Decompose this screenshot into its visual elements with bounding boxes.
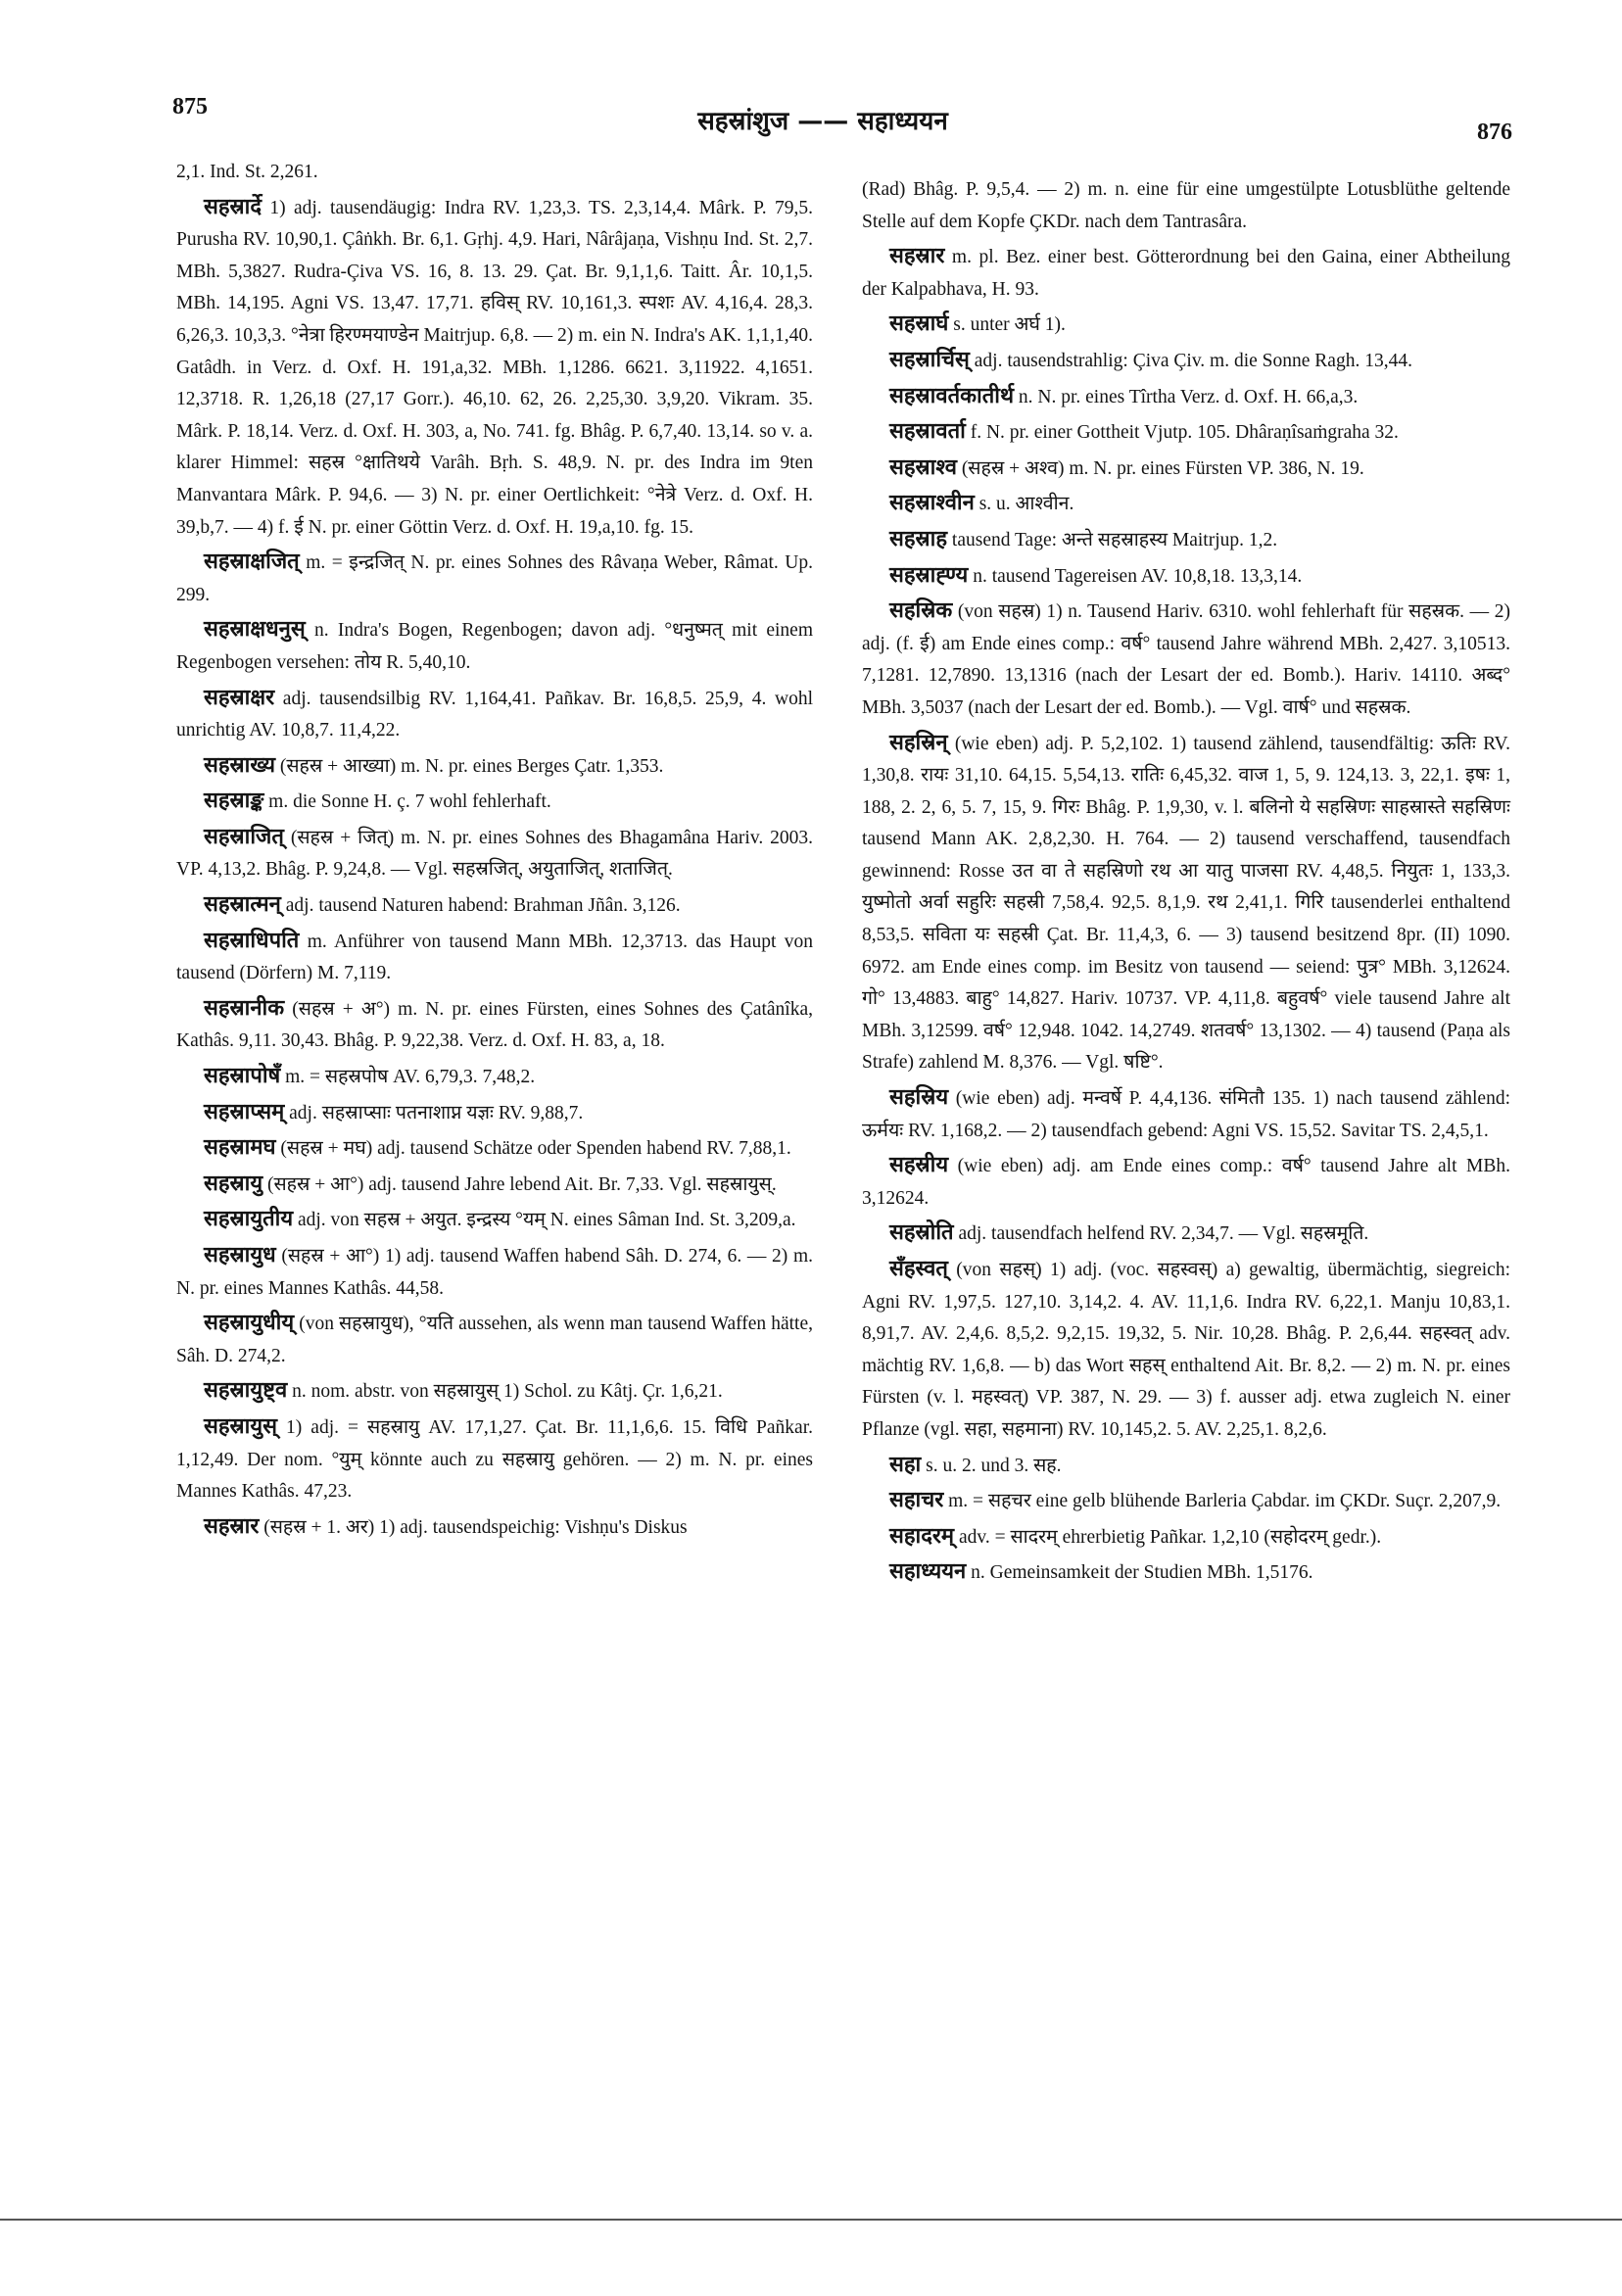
entry-headword: सहस्रायुधीय् <box>204 1311 295 1336</box>
entry-headword: सहस्राह्ण्य <box>889 562 969 588</box>
entry-headword: सहस्राक्षधनुस् <box>204 617 306 643</box>
dictionary-entry <box>176 1240 813 1305</box>
entry-headword: सहाचर <box>889 1488 944 1513</box>
entry-text: n. N. pr. eines Tîrtha Verz. d. Oxf. H. 66,a,3. <box>1018 386 1359 407</box>
entry-text: (wie eben) adj. मन्वर्षे P. 4,4,136. संमितौ 135. 1) nach tausend zählend: ऊर्मयः RV. 1,168,2. — 2) tausendfach gebend: Agni VS. 15,52. Savitar TS. 2,4,5,1. <box>862 1088 1510 1141</box>
entry-text: adj. von सहस्र + अयुत. इन्द्रस्य °यम् N. eines Sâman Ind. St. 3,209,a. <box>297 1210 796 1231</box>
dictionary-entry <box>862 453 1510 486</box>
entry-headword: सहस्रीय <box>889 1153 949 1178</box>
entry-headword: सहस्रावर्तकातीर्थ <box>889 383 1015 408</box>
entry-headword: सहस्रार <box>204 1513 260 1539</box>
dictionary-entry <box>176 822 813 886</box>
entry-headword: सहस्राक्षजित् <box>204 550 300 575</box>
page-number-right: 876 <box>1477 120 1512 145</box>
dictionary-entry <box>176 1308 813 1372</box>
dictionary-entry <box>176 750 813 784</box>
dictionary-entry <box>176 786 813 819</box>
entry-text: 2,1. Ind. St. 2,261. <box>176 162 318 182</box>
entry-text: n. tausend Tagereisen AV. 10,8,18. 13,3,14. <box>973 565 1303 587</box>
entry-headword: सहस्राख्य <box>204 752 275 778</box>
entry-text: (von सहस्रायुध), °यति aussehen, als wenn man tausend Waffen hätte, Sâh. D. 274,2. <box>176 1314 814 1366</box>
entry-text: n. Indra's Bogen, Regenbogen; davon adj. °धनुष्मत् mit einem Regenbogen versehen: तोय R. 5,40,10. <box>176 620 813 673</box>
entry-headword: सहस्रोति <box>889 1220 954 1246</box>
entry-text: adj. tausendsilbig RV. 1,164,41. Pañkav. Br. 16,8,5. 25,9, 4. wohl unrichtig AV. 10,8,7. 11,4,22. <box>176 688 813 741</box>
page-number-left: 875 <box>172 94 208 120</box>
entry-text: m. pl. Bez. einer best. Götterordnung bei den Gaina, einer Abtheilung der Kalpabhava, H. 93. <box>862 247 1510 300</box>
entry-headword: सहस्राजित् <box>204 824 284 849</box>
entry-text: (सहस्र + मघ) adj. tausend Schätze oder Spenden habend RV. 7,88,1. <box>280 1138 791 1160</box>
entry-headword: सहस्रायु <box>204 1171 263 1196</box>
dictionary-entry <box>176 1097 813 1130</box>
entry-text: (सहस्र + आख्या) m. N. pr. eines Berges Çatr. 1,353. <box>279 755 664 777</box>
dictionary-entry <box>176 1375 813 1409</box>
dictionary-entry <box>176 889 813 923</box>
entry-text: s. u. आश्वीन. <box>978 494 1074 515</box>
entry-text: m. = इन्द्रजित् N. pr. eines Sohnes des Râvaṇa Weber, Râmat. Up. 299. <box>176 552 813 605</box>
entry-text: adv. = सादरम् ehrerbietig Pañkar. 1,2,10 (सहोदरम् gedr.). <box>958 1526 1382 1548</box>
right-column <box>862 174 1510 1593</box>
entry-text: tausend Tage: अन्ते सहस्राहस्य Maitrjup. 1,2. <box>951 529 1278 550</box>
entry-headword: सहस्रार्दे <box>204 194 262 219</box>
entry-headword: सँहस्वत् <box>889 1257 948 1281</box>
dictionary-entry <box>176 192 813 545</box>
entry-headword: सहस्रिन् <box>889 730 948 755</box>
entry-text: m. Anführer von tausend Mann MBh. 12,3713. das Haupt von tausend (Dörfern) M. 7,119. <box>176 931 813 984</box>
dictionary-entry <box>862 1485 1510 1518</box>
entry-text: (wie eben) adj. am Ende eines comp.: वर्ष° tausend Jahre alt MBh. 3,12624. <box>862 1156 1511 1209</box>
entry-text: s. u. 2. und 3. सह. <box>926 1455 1062 1476</box>
dictionary-entry <box>176 1061 813 1094</box>
dictionary-entry <box>862 1254 1510 1447</box>
entry-text: adj. tausend Naturen habend: Brahman Jñân. 3,126. <box>285 895 681 917</box>
entry-headword: सहस्रिक <box>889 598 953 624</box>
dictionary-entry <box>176 614 813 679</box>
dictionary-entry <box>862 560 1510 594</box>
dictionary-entry <box>862 241 1510 306</box>
entry-text: (सहस्र + आ°) adj. tausend Jahre lebend Ait. Br. 7,33. Vgl. सहस्रायुस्. <box>266 1173 777 1195</box>
entry-text: m. die Sonne H. ç. 7 wohl fehlerhaft. <box>268 791 551 813</box>
entry-headword: सहस्रायुष्ट्व <box>204 1378 288 1404</box>
entry-text: 1) adj. tausendäugig: Indra RV. 1,23,3. TS. 2,3,14,4. Mârk. P. 79,5. Purusha RV. 10,90,1. Çâṅkh. Br. 6,1. Gṛhj. 4,9. Hari, Nârâjaṇa, Vishṇu Ind. St. 2,7. MBh. 5,3827. Rudra-Çiva VS. 16, 8. 13. 29. Çat. Br. 9,1,1,6. Taitt. Âr. 10,1,5. MBh. 14,195. Agni VS. 13,47. 17,71. हविस् RV. 10,161,3. स्पशः AV. 4,16,4. 28,3. 6,26,3. 10,3,3. °नेत्रा हिरण्मयाण्डेन Maitrjup. 6,8. — 2) m. ein N. Indra's AK. 1,1,1,40. Gatâdh. in Verz. d. Oxf. H. 191,a,32. MBh. 1,1286. 6621. 3,11922. 4,1651. 12,3718. R. 1,26,18 (27,17 Gorr.). 46,10. 62, 26. 2,25,30. 3,9,20. Vikram. 35. Mârk. P. 18,14. Verz. d. Oxf. H. 303, a, No. 741. fg. Bhâg. P. 6,7,40. 13,14. so v. a. klarer Himmel: सहस्र °क्षातिथये Varâh. Bṛh. S. 48,9. N. pr. des Indra im 9ten Manvantara Mârk. P. 94,6. — 3) N. pr. einer Oertlichkeit: °नेत्रे Verz. d. Oxf. H. 39,b,7. — 4) f. ई N. pr. einer Göttin Verz. d. Oxf. H. 19,a,10. fg. 15. <box>176 197 814 538</box>
entry-headword: सहस्रार्चिस् <box>889 347 970 372</box>
entry-text: (von सहस्) 1) adj. (voc. सहस्वस्) a) gewaltig, übermächtig, siegreich: Agni RV. 1,97,5. 127,10. 3,14,2. 4. AV. 11,1,6. Indra RV. 6,22,1. Manju 10,83,1. 8,91,7. AV. 2,4,6. 8,5,2. 9,2,15. 19,32, 5. Nir. 10,28. Bhâg. P. 2,6,44. सहस्वत् adv. mächtig RV. 1,6,8. — b) das Wort सहस् enthaltend Ait. Br. 8,2. — 2) m. N. pr. eines Fürsten (v. l. महस्वत्) VP. 387, N. 29. — 3) f. ausser adj. etwa zugleich N. einer Pflanze (vgl. सहा, सहमाना) RV. 10,145,2. 5. AV. 2,25,1. 8,2,6. <box>862 1260 1510 1440</box>
entry-headword: सहाध्ययन <box>889 1559 967 1585</box>
dictionary-entry <box>176 1204 813 1237</box>
entry-headword: सहस्राश्वीन <box>889 491 975 516</box>
entry-headword: सहस्रावर्ता <box>889 419 966 445</box>
dictionary-entry <box>176 926 813 990</box>
dictionary-entry <box>862 1150 1510 1215</box>
dictionary-entry <box>176 1169 813 1202</box>
dictionary-entry <box>176 547 813 611</box>
dictionary-entry <box>862 345 1510 378</box>
entry-text: (Rad) Bhâg. P. 9,5,4. — 2) m. n. eine für eine umgestülpte Lotusblüthe geltende Stelle auf dem Kopfe ÇKDr. nach dem Tantrasâra. <box>862 179 1510 232</box>
entry-text: (सहस्र + अश्व) m. N. pr. eines Fürsten VP. 386, N. 19. <box>961 457 1364 479</box>
entry-headword: सहस्रायुध <box>204 1243 276 1268</box>
dictionary-entry <box>862 381 1510 414</box>
entry-headword: सहा <box>889 1452 922 1477</box>
entry-headword: सहादरम् <box>889 1523 955 1549</box>
dictionary-entry <box>862 488 1510 521</box>
dictionary-entry <box>862 416 1510 450</box>
dictionary-entry <box>862 596 1510 724</box>
entry-text: (सहस्र + जित्) m. N. pr. eines Sohnes des Bhagamâna Hariv. 2003. VP. 4,13,2. Bhâg. P. 9,24,8. — Vgl. सहस्रजित्, अयुताजित्, शताजित्. <box>176 827 814 881</box>
entry-text: s. unter अर्घ 1). <box>953 314 1066 336</box>
entry-headword: सहस्राश्व <box>889 454 957 480</box>
entry-text: f. N. pr. einer Gottheit Vjutp. 105. Dhâraṇîsaṁgraha 32. <box>970 422 1399 444</box>
dictionary-entry <box>862 309 1510 342</box>
entry-headword: सहस्रापोषँ <box>204 1064 281 1089</box>
entry-headword: सहस्राधिपति <box>204 928 300 953</box>
entry-text: (wie eben) adj. P. 5,2,102. 1) tausend zählend, tausendfältig: ऊतिः RV. 1,30,8. रायः 31,10. 64,15. 5,54,13. रातिः 6,45,32. वाज 1, 5, 9. 124,13. 3, 22,1. इषः 1, 188, 2. 2, 6, 5. 7, 15, 9. गिरः Bhâg. P. 1,9,30, v. l. बलिनो ये सहस्रिणः साहस्रास्ते सहस्रिणः tausend Mann AK. 2,8,2,30. H. 764. — 2) tausend verschaffend, tausendfach gewinnend: Rosse उत वा ते सहस्रिणो रथ आ यातु पाजसा RV. 4,48,5. नियुतः 1, 133,3. युष्मोतो अर्वा सहुरिः सहस्री 7,58,4. 92,5. 8,1,9. रथ 2,41,1. गिरि tausenderlei enthaltend 8,53,5. सविता यः सहस्री Çat. Br. 11,4,3, 6. — 3) tausend besitzend 8pr. (II) 1090. 6972. am Ende eines comp. im Besitz von tausend — seiend: पुत्र° MBh. 3,12624. गो° 13,4883. बाहु° 14,827. Hariv. 10737. VP. 4,11,8. बहुवर्ष° viele tausend Jahre alt MBh. 3,12599. वर्ष° 12,948. 1042. 14,2749. शतवर्ष° 13,1302. — 4) tausend (Paṇa als Strafe) zahlend M. 8,376. — Vgl. षष्टि°. <box>862 733 1510 1074</box>
dictionary-entry <box>176 1132 813 1166</box>
entry-headword: सहस्रानीक <box>204 995 285 1021</box>
entry-text: (von सहस्र) 1) n. Tausend Hariv. 6310. wohl fehlerhaft für सहस्रक. — 2) adj. (f. ई) am Ende eines comp.: वर्ष° tausend Jahre während MBh. 2,427. 3,10513. 7,1281. 12,7890. 13,1316 (nach der Lesart der ed. Bomb.). Hariv. 14110. अब्द° MBh. 3,5037 (nach der Lesart der ed. Bomb.). — Vgl. वार्ष° und सहस्रक. <box>862 601 1510 718</box>
entry-text: m. = सहचर eine gelb blühende Barleria Çabdar. im ÇKDr. Suçr. 2,207,9. <box>948 1491 1502 1512</box>
dictionary-entry <box>176 683 813 747</box>
entry-text: 1) adj. = सहस्रायु AV. 17,1,27. Çat. Br. 11,1,6,6. 15. विधि Pañkar. 1,12,49. Der nom. °युम् könnte auch zu सहस्रायु gehören. — 2) m. N. pr. eines Mannes Kathâs. 47,23. <box>176 1416 813 1503</box>
dictionary-entry <box>176 157 813 189</box>
entry-headword: सहस्रात्मन् <box>204 892 281 918</box>
running-head: सहस्रांशुज —— सहाध्ययन <box>697 107 948 136</box>
entry-headword: सहस्रार <box>889 244 945 269</box>
dictionary-entry <box>862 524 1510 557</box>
dictionary-entry <box>862 1450 1510 1483</box>
entry-text: n. nom. abstr. von सहस्रायुस् 1) Schol. zu Kâtj. Çr. 1,6,21. <box>292 1381 723 1403</box>
entry-text: (सहस्र + 1. अर) 1) adj. tausendspeichig: Vishṇu's Diskus <box>263 1516 688 1538</box>
entry-headword: सहस्रायुस् <box>204 1413 277 1439</box>
left-column <box>176 157 813 1547</box>
dictionary-entry <box>862 174 1510 238</box>
entry-text: (सहस्र + अ°) m. N. pr. eines Fürsten, eines Sohnes des Çatânîka, Kathâs. 9,11. 30,43. Bhâg. P. 9,22,38. Verz. d. Oxf. H. 83, a, 18. <box>176 998 813 1052</box>
entry-text: adj. tausendstrahlig: Çiva Çiv. m. die Sonne Ragh. 13,44. <box>974 350 1412 371</box>
entry-headword: सहस्राह <box>889 526 948 551</box>
dictionary-entry <box>862 1218 1510 1251</box>
entry-headword: सहस्राप्सम् <box>204 1099 285 1124</box>
entry-headword: सहस्रायुतीय <box>204 1207 294 1232</box>
dictionary-entry <box>862 1556 1510 1590</box>
entry-text: n. Gemeinsamkeit der Studien MBh. 1,5176. <box>971 1562 1313 1584</box>
entry-headword: सहस्राङ्क <box>204 789 264 814</box>
dictionary-entry <box>176 1411 813 1508</box>
dictionary-entry <box>176 993 813 1058</box>
entry-headword: सहस्रार्घ <box>889 311 949 337</box>
entry-text: adj. tausendfach helfend RV. 2,34,7. — Vgl. सहस्रमूति. <box>958 1223 1369 1245</box>
bottom-rule <box>0 2219 1622 2221</box>
entry-text: m. = सहस्रपोष AV. 6,79,3. 7,48,2. <box>285 1067 536 1088</box>
entry-headword: सहस्रिय <box>889 1085 949 1111</box>
entry-text: adj. सहस्राप्साः पतनाशाप्न यज्ञः RV. 9,88,7. <box>289 1102 584 1124</box>
entry-headword: सहस्राक्षर <box>204 685 275 710</box>
dictionary-entry <box>176 1511 813 1545</box>
dictionary-entry <box>862 728 1510 1080</box>
dictionary-entry <box>862 1521 1510 1555</box>
dictionary-entry <box>862 1082 1510 1147</box>
entry-headword: सहस्रामघ <box>204 1135 276 1161</box>
entry-text: (सहस्र + आ°) 1) adj. tausend Waffen habend Sâh. D. 274, 6. — 2) m. N. pr. eines Mannes Kathâs. 44,58. <box>176 1246 814 1299</box>
